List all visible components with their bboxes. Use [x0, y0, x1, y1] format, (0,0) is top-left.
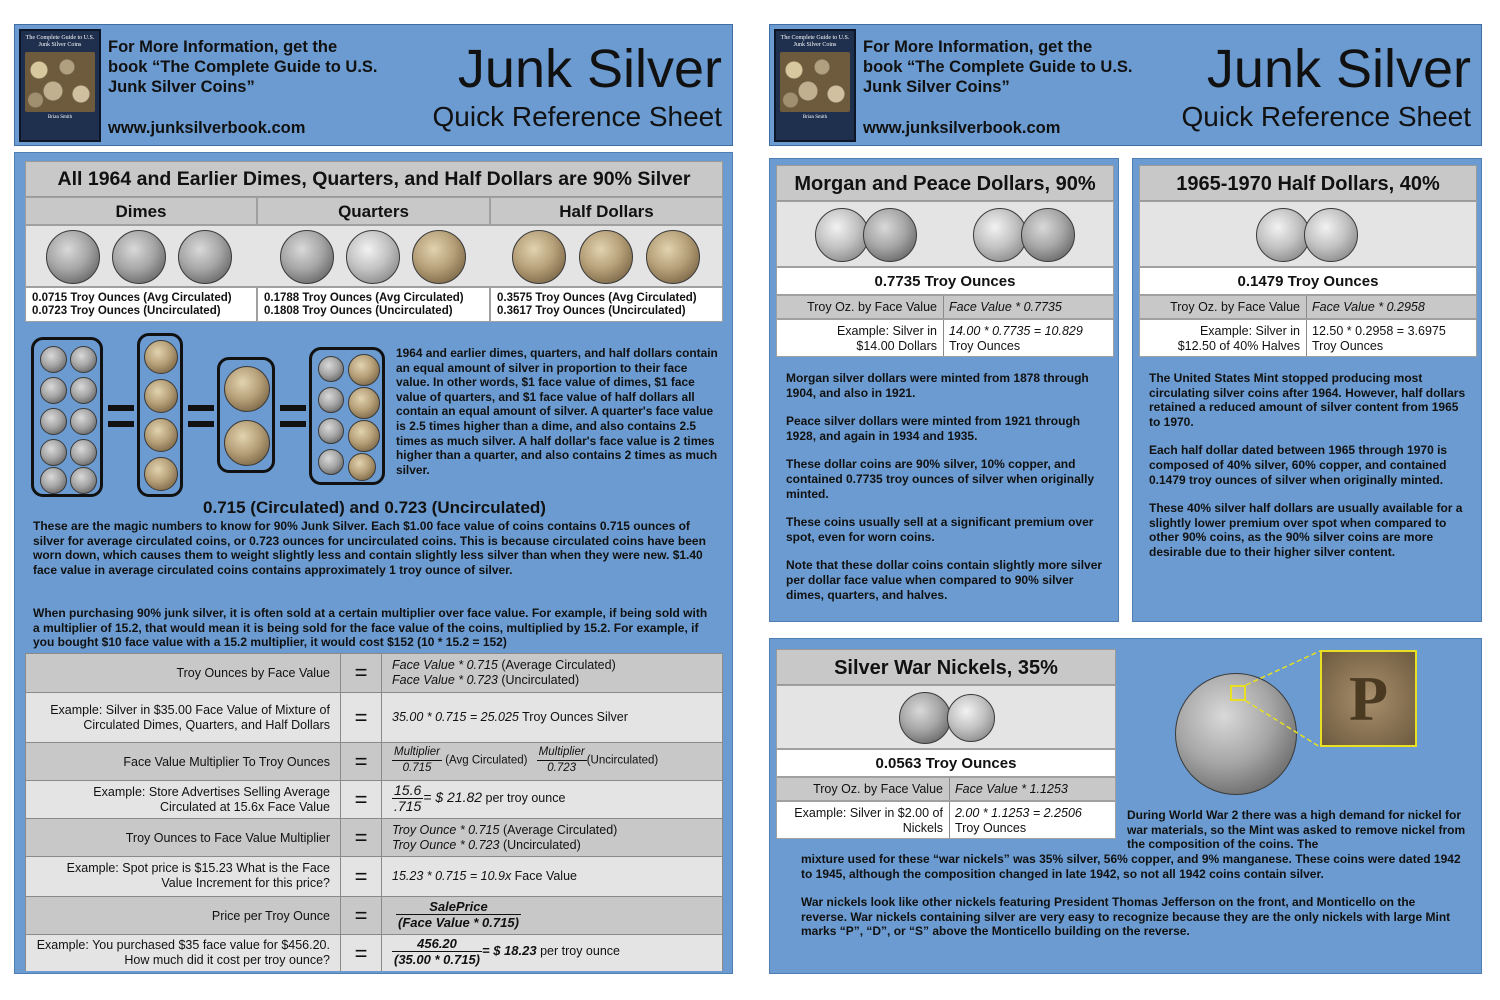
paragraph: War nickels look like other nickels featuring President Thomas Jefferson on the front, and Monticello on the reverse. War nickels containing silver are very easy to recognize because they are the only nickels with large Mint marks “P”, “D”, or “S” above the Monticello building on the reverse. [801, 895, 1451, 939]
row-label: Face Value Multiplier To Troy Ounces [123, 755, 330, 769]
dime-coin [70, 346, 97, 373]
table-row [26, 692, 722, 742]
multiplier-text: When purchasing 90% junk silver, it is often sold at a certain multiplier over face value. For example, if being sold with a multiplier of 15.2, that would mean it is being sold for the face value of the coins, multiplied by 15.2. For example, if you bought $10 face value with a 15.2 multiplier, it would cost $152 (10 * 15.2 = 152) [33, 606, 708, 650]
book-cover-coins [780, 52, 850, 112]
dime-coin [40, 377, 67, 404]
row-label: Example: You purchased $35 face value for $456.20. How much did it cost per troy ounce? [36, 938, 330, 967]
formula-circulated: Troy Ounce * 0.715 [392, 823, 500, 837]
numerator: 456.20 [392, 936, 482, 952]
morgan-text [786, 371, 1106, 602]
result-value: = $ 18.23 [482, 942, 537, 958]
row-label: Troy Ounces to Face Value Multiplier [125, 831, 330, 845]
row-label: Troy Oz. by Face Value [813, 782, 943, 796]
roosevelt-dime-image [178, 230, 232, 284]
row-value [392, 936, 620, 967]
dime-coin [40, 439, 67, 466]
row-value [392, 783, 565, 814]
dime-coin [40, 346, 67, 373]
dime-coin [318, 387, 344, 413]
troy-by-face-row [1139, 295, 1477, 319]
numerator: SalePrice [396, 899, 521, 915]
troy-by-face-row [776, 777, 1116, 801]
morgan-dollar-obverse-image [815, 208, 869, 262]
numerator: 15.6 [394, 782, 422, 798]
more-info-text: For More Information, get the book “The Complete Guide to U.S. Junk Silver Coins” [108, 38, 378, 96]
row-value [392, 823, 617, 853]
troy-ounces-value: 0.7735 Troy Ounces [776, 267, 1114, 295]
row-label: Troy Ounces by Face Value [176, 666, 330, 680]
equivalence-graphic [31, 333, 401, 503]
paragraph: These dollar coins are 90% silver, 10% copper, and contained 0.7735 troy ounces of silver when originally minted. [786, 457, 1095, 501]
peace-dollar-reverse-image [1021, 208, 1075, 262]
row-value [396, 899, 521, 930]
denominator: 0.715 [402, 762, 432, 774]
formula-uncirculated: Troy Ounce * 0.723 [392, 838, 500, 852]
column-header-quarters: Quarters [257, 197, 490, 225]
table-row [26, 780, 722, 818]
result-unit: per troy ounce [536, 943, 620, 958]
row-value: Face Value * 1.1253 [955, 782, 1068, 796]
mint-mark-zoom-box [1320, 650, 1417, 747]
formula-uncirculated: Face Value * 0.723 [392, 673, 498, 687]
formula-table [25, 653, 723, 971]
dimes-weights [25, 287, 257, 322]
dimes-weight-circulated: 0.0715 Troy Ounces (Avg Circulated) [32, 292, 232, 304]
equals-symbol: = [340, 654, 382, 692]
zoom-connector-lines [1240, 649, 1330, 749]
example-calc: 14.00 * 0.7735 = 10.829 [949, 324, 1083, 338]
fraction [537, 745, 587, 776]
row-label: Example: Store Advertises Selling Average Circulated at 15.6x Face Value [93, 785, 330, 814]
denominator: 0.723 [547, 762, 577, 774]
page-title: Junk Silver [1206, 39, 1471, 99]
quarters-weight-uncirculated: 0.1808 Troy Ounces (Uncirculated) [264, 305, 453, 317]
result-unit: per troy ounce [482, 791, 566, 806]
example-calc: 35.00 * 0.715 = 25.025 [392, 710, 519, 724]
dimes-weight-uncirculated: 0.0723 Troy Ounces (Uncirculated) [32, 305, 221, 317]
row-label: Troy Oz. by Face Value [807, 300, 937, 314]
quarter-coin [144, 379, 178, 413]
half-dollar-coin [224, 366, 270, 412]
mixed-coins-stack [309, 347, 385, 485]
morgan-images-row [776, 201, 1114, 267]
nickels-images-row [776, 685, 1116, 749]
war-nickels-panel [769, 638, 1482, 974]
example-calc: 15.23 * 0.715 = 10.9x [392, 869, 512, 883]
quarter-coin [348, 453, 376, 481]
paragraph: These 40% silver half dollars are usually available for a slightly lower premium over spot when compared to other 90% coins, as the 90% silver coins are more desirable due to their higher silver content. [1149, 501, 1463, 559]
book-cover [19, 29, 101, 142]
halves-weight-uncirculated: 0.3617 Troy Ounces (Uncirculated) [497, 305, 686, 317]
paragraph: These coins usually sell at a significant premium over spot, even for worn coins. [786, 515, 1094, 544]
morgan-dollar-reverse-image [863, 208, 917, 262]
row-label: Troy Oz. by Face Value [1170, 300, 1300, 314]
quarters-weight-circulated: 0.1788 Troy Ounces (Avg Circulated) [264, 292, 464, 304]
half-dollar-coin [224, 420, 270, 466]
page-subtitle: Quick Reference Sheet [432, 101, 722, 132]
row-label: Price per Troy Ounce [211, 909, 330, 923]
paragraph: Peace silver dollars were minted from 1921 through 1928, and again in 1934 and 1935. [786, 414, 1081, 443]
jefferson-nickel-obverse-image [899, 692, 951, 744]
row-label: Example: Silver in $14.00 Dollars [836, 324, 937, 353]
table-row [26, 818, 722, 856]
dime-coin [70, 439, 97, 466]
quarter-coin [348, 354, 380, 386]
row-value: Face Value * 0.2958 [1312, 300, 1425, 314]
table-row [26, 856, 722, 896]
mint-mark-letter: P [1348, 663, 1389, 734]
denominator: (Face Value * 0.715) [398, 915, 519, 930]
divider [1306, 320, 1307, 356]
uncirculated-note: (Uncirculated) [586, 754, 659, 767]
book-cover-title: The Complete Guide to U.S. Junk Silver Coins [780, 35, 850, 48]
divider [949, 802, 950, 838]
peace-dollar-obverse-image [973, 208, 1027, 262]
row-value [955, 806, 1082, 836]
formula-uncirculated-note: (Uncirculated) [497, 673, 580, 687]
equals-sign [188, 405, 214, 427]
divider [943, 320, 944, 356]
dime-coin [318, 418, 344, 444]
jefferson-nickel-reverse-image [947, 694, 995, 742]
book-cover-author: Brian Smith [802, 115, 828, 120]
forty-percent-halves-panel [1132, 158, 1482, 622]
example-unit: Troy Ounces [1312, 339, 1384, 353]
paragraph: Morgan silver dollars were minted from 1878 through 1904, and also in 1921. [786, 371, 1089, 400]
paragraph: The United States Mint stopped producing most circulating silver coins after 1964. However, half dollars retained a reduced amount of silver content from 1965 to 1970. [1149, 371, 1466, 429]
dime-coin [40, 408, 67, 435]
formula-circulated-note: (Average Circulated) [497, 658, 616, 672]
halves-images-row [1139, 201, 1477, 267]
troy-ounces-value: 0.1479 Troy Ounces [1139, 267, 1477, 295]
paragraph: Note that these dollar coins contain slightly more silver per dollar face value when compared to 90% silver dimes, quarters, and halves. [786, 558, 1103, 602]
coin-columns [25, 197, 723, 322]
table-row [26, 896, 722, 934]
barber-dime-image [46, 230, 100, 284]
war-nickels-text-bottom [801, 852, 1461, 939]
row-value [949, 324, 1083, 354]
divider [1306, 296, 1307, 318]
four-quarters-stack [137, 333, 183, 497]
numerator: Multiplier [392, 745, 442, 761]
website-link[interactable]: www.junksilverbook.com [108, 119, 306, 137]
quarter-coin [144, 340, 178, 374]
dime-coin [318, 449, 344, 475]
divider [943, 296, 944, 318]
example-unit: Face Value [511, 869, 577, 883]
fraction [392, 936, 482, 967]
divider [949, 778, 950, 800]
equals-symbol: = [340, 857, 382, 897]
row-label: Example: Spot price is $15.23 What is the Face Value Increment for this price? [66, 861, 330, 890]
troy-ounces-value: 0.0563 Troy Ounces [776, 749, 1116, 777]
row-value [392, 869, 577, 884]
equals-symbol: = [340, 693, 382, 743]
dime-coin [70, 467, 97, 494]
left-header [14, 24, 733, 146]
banner-text: All 1964 and Earlier Dimes, Quarters, and Half Dollars are 90% Silver [57, 168, 691, 190]
example-row [776, 319, 1114, 357]
row-value: Face Value * 0.7735 [949, 300, 1062, 314]
example-calc: 2.00 * 1.1253 = 2.2506 [955, 806, 1082, 820]
mercury-dime-image [112, 230, 166, 284]
morgan-peace-panel [769, 158, 1119, 622]
page-subtitle: Quick Reference Sheet [1181, 101, 1471, 132]
example-unit: Troy Ounces Silver [518, 710, 628, 724]
table-row [26, 742, 722, 780]
example-unit: Troy Ounces [949, 339, 1021, 353]
table-row [26, 934, 722, 971]
row-value [392, 658, 616, 688]
fraction [392, 783, 423, 814]
row-value [1312, 324, 1446, 354]
denominator: (35.00 * 0.715) [394, 952, 481, 967]
troy-by-face-row [776, 295, 1114, 319]
nickels-title-bar [776, 649, 1116, 685]
halves-text [1149, 371, 1471, 560]
equals-sign [280, 405, 306, 427]
standing-liberty-quarter-image [346, 230, 400, 284]
result-value: = $ 21.82 [423, 789, 483, 806]
paragraph: Each half dollar dated between 1965 through 1970 is composed of 40% silver, 60% copper, and contained 0.1479 troy ounces of silver when originally minted. [1149, 443, 1448, 487]
war-nickels-text-top: During World War 2 there was a high demand for nickel for war materials, so the Mint was asked to remove nickel from the composition of the coins. The [1127, 808, 1466, 852]
book-cover-author: Brian Smith [47, 115, 73, 120]
kennedy-half-reverse-image [1304, 208, 1358, 262]
coin-images-row [25, 225, 723, 287]
website-link[interactable]: www.junksilverbook.com [863, 119, 1061, 137]
numerator: Multiplier [537, 745, 587, 761]
table-row [26, 654, 722, 692]
halves-weight-circulated: 0.3575 Troy Ounces (Avg Circulated) [497, 292, 697, 304]
row-value [392, 710, 628, 725]
equals-symbol: = [340, 935, 382, 972]
right-header [769, 24, 1482, 146]
walking-liberty-half-image [512, 230, 566, 284]
row-label: Example: Silver in $35.00 Face Value of Mixture of Circulated Dimes, Quarters, and Half Dollars [50, 703, 330, 732]
example-row [776, 801, 1116, 839]
magic-numbers-heading: 0.715 (Circulated) and 0.723 (Uncirculated) [203, 498, 546, 517]
column-header-dimes: Dimes [25, 197, 257, 225]
equal-silver-text: 1964 and earlier dimes, quarters, and half dollars contain an equal amount of silver in proportion to their face value. In other words, $1 face value of dimes, $1 face value of quarters, and $1 face value of half dollars all contain an equal amount of silver. A quarter's face value is 2.5 times higher than a dime, and also contains 2.5 times as much silver. A half dollar's face value is 2 times higher than a quarter, and also contains 2 times as much silver. [396, 346, 718, 477]
morgan-title-bar [776, 165, 1114, 201]
page-title: Junk Silver [457, 39, 722, 99]
column-header-half-dollars: Half Dollars [490, 197, 723, 225]
magic-numbers-text: These are the magic numbers to know for 90% Junk Silver. Each $1.00 face value of coins contains 0.715 ounces of silver for average circulated coins, or 0.723 ounces for uncirculated coins. This is because circulated coins have been worn down, which causes them to weight slightly less and contain slightly less silver than when they were new. $1.40 face value in average circulated coins contains approximately 1 troy ounce of silver. [33, 519, 706, 577]
ninety-percent-banner [25, 161, 723, 197]
left-panel [14, 152, 733, 974]
example-calc: 12.50 * 0.2958 = 3.6975 [1312, 324, 1446, 338]
dime-coin [70, 377, 97, 404]
book-cover [774, 29, 856, 142]
denominator: .715 [394, 798, 422, 814]
quarters-weights [257, 287, 490, 322]
equals-symbol: = [340, 743, 382, 781]
row-value [392, 745, 658, 776]
formula-uncirculated-note: (Uncirculated) [499, 838, 581, 852]
row-label: Example: Silver in $2.00 of Nickels [794, 806, 943, 835]
more-info-text: For More Information, get the book “The Complete Guide to U.S. Junk Silver Coins” [863, 38, 1133, 96]
dime-coin [318, 356, 344, 382]
halves-weights [490, 287, 723, 322]
dime-coin [70, 408, 97, 435]
formula-circulated-note: (Average Circulated) [499, 823, 618, 837]
quarter-coin [348, 420, 380, 452]
franklin-half-image [579, 230, 633, 284]
dime-coin [40, 467, 67, 494]
example-unit: Troy Ounces [955, 821, 1027, 835]
barber-quarter-image [280, 230, 334, 284]
equals-symbol: = [340, 897, 382, 935]
equals-sign [108, 405, 134, 427]
quarter-coin [348, 387, 380, 419]
book-cover-title: The Complete Guide to U.S. Junk Silver Coins [25, 35, 95, 48]
example-row [1139, 319, 1477, 357]
washington-quarter-image [412, 230, 466, 284]
fraction [396, 899, 521, 930]
avg-circulated-note: (Avg Circulated) [445, 754, 528, 767]
panel-title: 1965-1970 Half Dollars, 40% [1176, 173, 1440, 195]
panel-title: Silver War Nickels, 35% [834, 657, 1058, 679]
paragraph: mixture used for these “war nickels” was 35% silver, 56% copper, and 9% manganese. These coins were dated 1942 to 1945, although the composition changed in late 1942, so not all 1942 coins contain silver. [801, 852, 1461, 881]
kennedy-half-image [646, 230, 700, 284]
formula-circulated: Face Value * 0.715 [392, 658, 498, 672]
book-cover-coins [25, 52, 95, 112]
row-label: Example: Silver in $12.50 of 40% Halves [1177, 324, 1300, 353]
equals-symbol: = [340, 819, 382, 857]
panel-title: Morgan and Peace Dollars, 90% [794, 173, 1096, 195]
quarter-coin [144, 457, 178, 491]
equals-symbol: = [340, 781, 382, 819]
kennedy-half-obverse-image [1256, 208, 1310, 262]
halves-title-bar [1139, 165, 1477, 201]
ten-dimes-stack [31, 337, 103, 497]
fraction [392, 745, 442, 776]
two-halves-stack [217, 357, 275, 473]
quarter-coin [144, 418, 178, 452]
